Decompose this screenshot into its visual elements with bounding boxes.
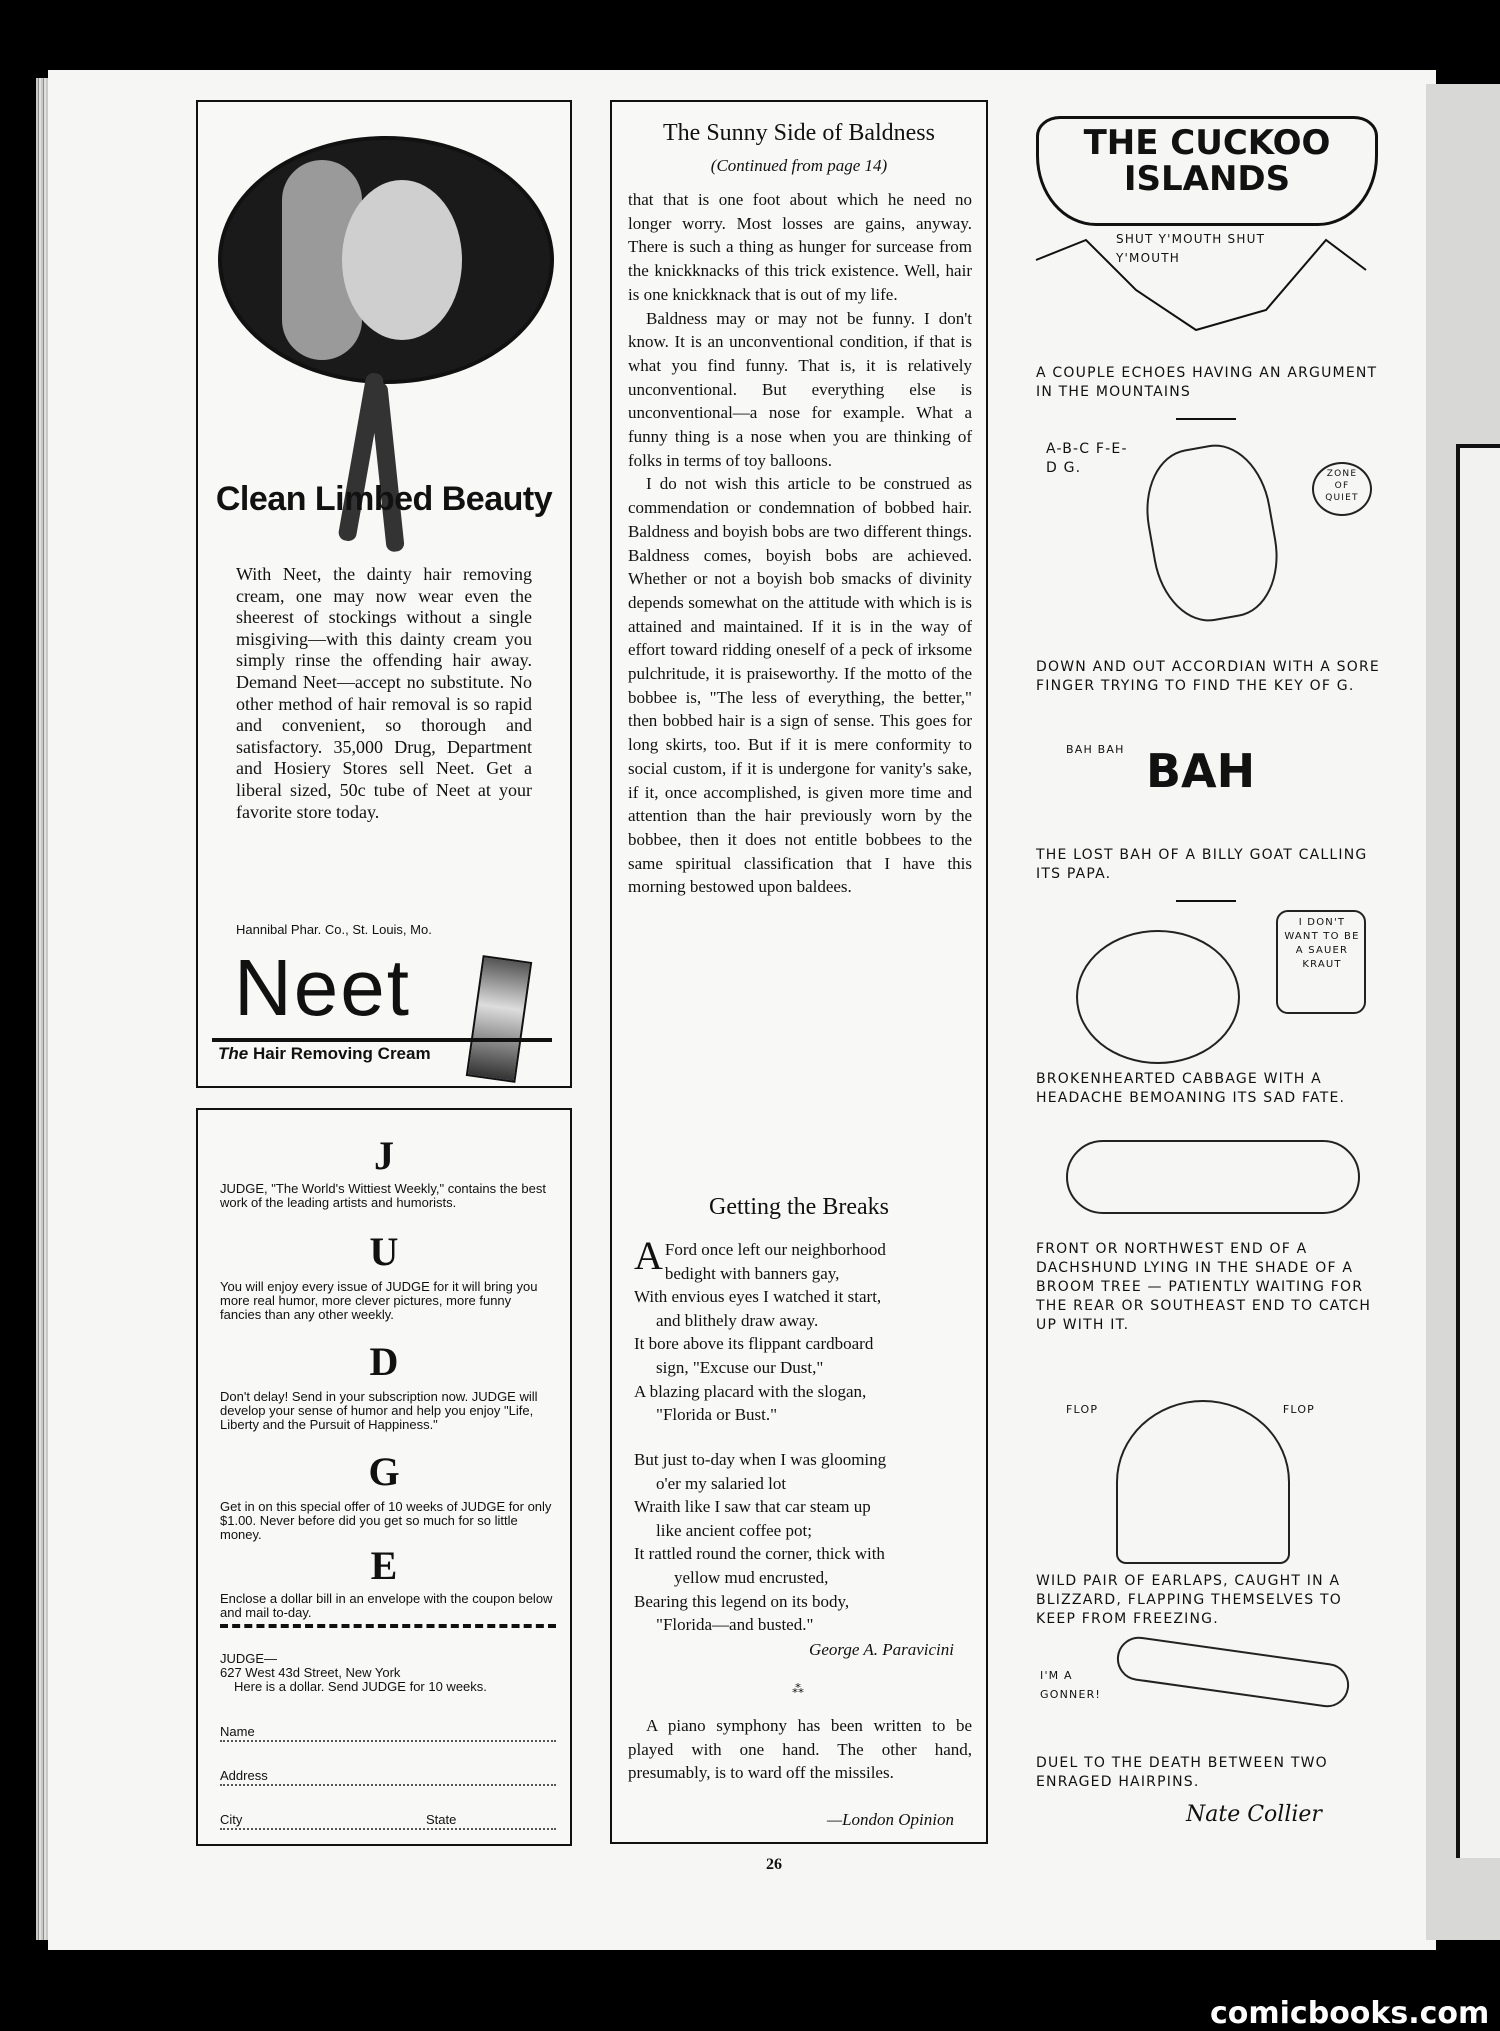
caption-bah: THE LOST BAH OF A BILLY GOAT CALLING ITS PAPA.: [1036, 847, 1368, 882]
hairpin-drawing: [1114, 1634, 1352, 1710]
echo-words: SHUT Y'MOUTH SHUT Y'MOUTH: [1116, 232, 1266, 265]
neet-logo: Neet: [234, 943, 411, 1032]
dachshund-drawing: [1066, 1140, 1360, 1214]
judge-paragraph: You will enjoy every issue of JUDGE for it will bring you more real humor, more clever pictures, more funny fancies than any other weekly.: [220, 1279, 538, 1322]
caption-earlaps: WILD PAIR OF EARLAPS, CAUGHT IN A BLIZZARD, FLAPPING THEMSELVES TO KEEP FROM FREEZING.: [1036, 1573, 1342, 1627]
cream-tube-icon: [466, 955, 532, 1083]
site-watermark: comicbooks.com: [1210, 1996, 1490, 2031]
judge-letter-d: D: [369, 1339, 399, 1384]
couple-illustration: [218, 136, 554, 384]
coupon-city-state-field[interactable]: City State: [220, 1812, 556, 1830]
article-column: [610, 100, 988, 1844]
neet-tagline: The Hair Removing Cream: [218, 1044, 431, 1063]
cuckoo-islands-cartoons: [1026, 100, 1386, 1860]
article-title: The Sunny Side of Baldness: [663, 120, 935, 146]
section-ornament: ⁂: [792, 1682, 806, 1696]
divider: [212, 1038, 552, 1042]
neet-headline: Clean Limbed Beauty: [215, 480, 553, 518]
accordion-drawing: [1136, 437, 1288, 630]
flop-words: FLOP FLOP: [1066, 1403, 1316, 1416]
poem-author: George A. Paravicini: [809, 1640, 954, 1659]
poem-stanza-2: But just to-day when I was glooming o'er my salaried lot Wraith like I saw that car steam up like ancient coffee pot; It rattled round the corner, thick with yellow mud encrusted, Bearing this legend on its body, "Florida—and busted.": [634, 1450, 887, 1635]
judge-letter-g: G: [368, 1449, 400, 1494]
judge-letter-j: J: [374, 1133, 394, 1178]
caption-echoes: A COUPLE ECHOES HAVING AN ARGUMENT IN THE MOUNTAINS: [1036, 365, 1378, 400]
poem-stanza-1: A Ford once left our neighborhood bedight with banners gay, With envious eyes I watched it start, and blithely draw away. It bore above its flippant cardboard sign, "Excuse our Dust," A blazing placard with the slogan, "Florida or Bust.": [634, 1233, 886, 1425]
cabbage-speech-bubble: I DON'T WANT TO BE A SAUER KRAUT: [1276, 910, 1366, 1014]
bah-drawing: BAH: [1146, 744, 1256, 798]
coupon-note: Here is a dollar. Send JUDGE for 10 weeks.: [234, 1679, 487, 1694]
page-number: 26: [766, 1856, 782, 1873]
drop-cap: A: [634, 1233, 663, 1278]
separator: [1176, 418, 1236, 420]
cabbage-drawing: [1076, 930, 1240, 1064]
coupon-address-field[interactable]: Address: [220, 1768, 556, 1786]
caption-accordion: DOWN AND OUT ACCORDIAN WITH A SORE FINGER TRYING TO FIND THE KEY OF G.: [1036, 659, 1380, 694]
artist-signature: Nate Collier: [1186, 1802, 1322, 1827]
bah-echo: BAH BAH: [1066, 743, 1125, 756]
coupon-cut-line: [220, 1624, 556, 1628]
gonner-text: I'M A GONNER!: [1040, 1669, 1102, 1701]
judge-letter-e: E: [370, 1543, 398, 1588]
article-body: that that is one foot about which he need no longer worry. Most losses are gains, anyway. There is such a thing as hunger for surcease from the knickknacks of this trick existence. Well, hair is one knickknack that is out of my life. Baldness may or may not be funny. I don't know. It is an unconventional condition, if that is what you find funny. That is, it is relatively unconventional. But everything else is unconventional—a nose for example. What a funny thing is a nose when you are thinking of folks in terms of toy balloons. I do not wish this article to be construed as commendation or condemnation of bobbed hair. Baldness and boyish bobs are two different things. Baldness comes, boyish bobs are achieved. Whether or not a boyish bob smacks of divinity depends somewhat on the attitude with which is is attained and maintained. If it is in the way of effort toward ridding oneself of a peck of irksome pulchritude, it is praiseworthy. If the motto of the bobbee is, "The less of everything, the better," then bobbed hair is a sign of sense. This goes for long skirts, too. But if it is mere conformity to social custom, if it is undergone for vanity's sake, if it, once accomplished, is given more time and attention than the hair previously worn by the bobbee, then it does not entitle bobbees to the same spiritual classification that I have this morning bestowed upon baldees.: [628, 190, 972, 897]
continued-note: (Continued from page 14): [710, 156, 888, 175]
coupon-address: 627 West 43d Street, New York: [220, 1665, 401, 1680]
poem-title: Getting the Breaks: [709, 1194, 889, 1220]
accordion-notes: A-B-C F-E-D G.: [1046, 441, 1128, 476]
separator: [1176, 900, 1236, 902]
judge-paragraph: Get in on this special offer of 10 weeks of JUDGE for only $1.00. Never before did you get so much for so little money.: [220, 1499, 552, 1542]
caption-hairpins: DUEL TO THE DEATH BETWEEN TWO ENRAGED HAIRPINS.: [1036, 1755, 1328, 1790]
quip-source: —London Opinion: [826, 1810, 954, 1829]
banner-title: THE CUCKOO ISLANDS: [1083, 123, 1331, 199]
coupon-name-field[interactable]: Name: [220, 1724, 556, 1742]
coupon-recipient: JUDGE—: [220, 1651, 278, 1666]
caption-dachshund: FRONT OR NORTHWEST END OF A DACHSHUND LYING IN THE SHADE OF A BROOM TREE — PATIENTLY WAITING FOR THE REAR OR SOUTHEAST END TO CATCH UP WITH IT.: [1036, 1241, 1372, 1333]
earlaps-drawing: [1116, 1400, 1290, 1564]
judge-paragraph: Enclose a dollar bill in an envelope with the coupon below and mail to-day.: [220, 1591, 553, 1620]
facing-page-edge: [1426, 84, 1500, 1940]
neet-advertisement: [196, 100, 572, 1088]
neet-body-copy: With Neet, the dainty hair removing cream, one may now wear even the sheerest of stockings without a single misgiving—with this dainty cream you simply rinse the offending hair away. Demand Neet—accept no substitute. No other method of hair removal is so rapid and convenient, so thorough and satisfactory. 35,000 Drug, Department and Hosiery Stores sell Neet. Get a liberal sized, 50c tube of Neet at your favorite store today.: [236, 564, 532, 822]
judge-subscription-ad: [196, 1108, 572, 1846]
quip-text: A piano symphony has been written to be played with one hand. The other hand, presumably, is to ward off the missiles.: [628, 1716, 972, 1783]
caption-cabbage: BROKENHEARTED CABBAGE WITH A HEADACHE BEMOANING ITS SAD FATE.: [1036, 1071, 1346, 1106]
judge-paragraph: JUDGE, "The World's Wittiest Weekly," contains the best work of the leading artists and humorists.: [220, 1181, 546, 1210]
cartoon-banner: [1036, 116, 1378, 226]
stocking-legs-illustration: [348, 372, 408, 562]
neet-manufacturer: Hannibal Phar. Co., St. Louis, Mo.: [236, 922, 432, 937]
judge-letter-u: U: [369, 1229, 399, 1274]
judge-paragraph: Don't delay! Send in your subscription now. JUDGE will develop your sense of humor and help you enjoy "Life, Liberty and the Pursuit of Happiness.": [220, 1389, 538, 1432]
zone-sign: ZONE OF QUIET: [1312, 462, 1372, 516]
